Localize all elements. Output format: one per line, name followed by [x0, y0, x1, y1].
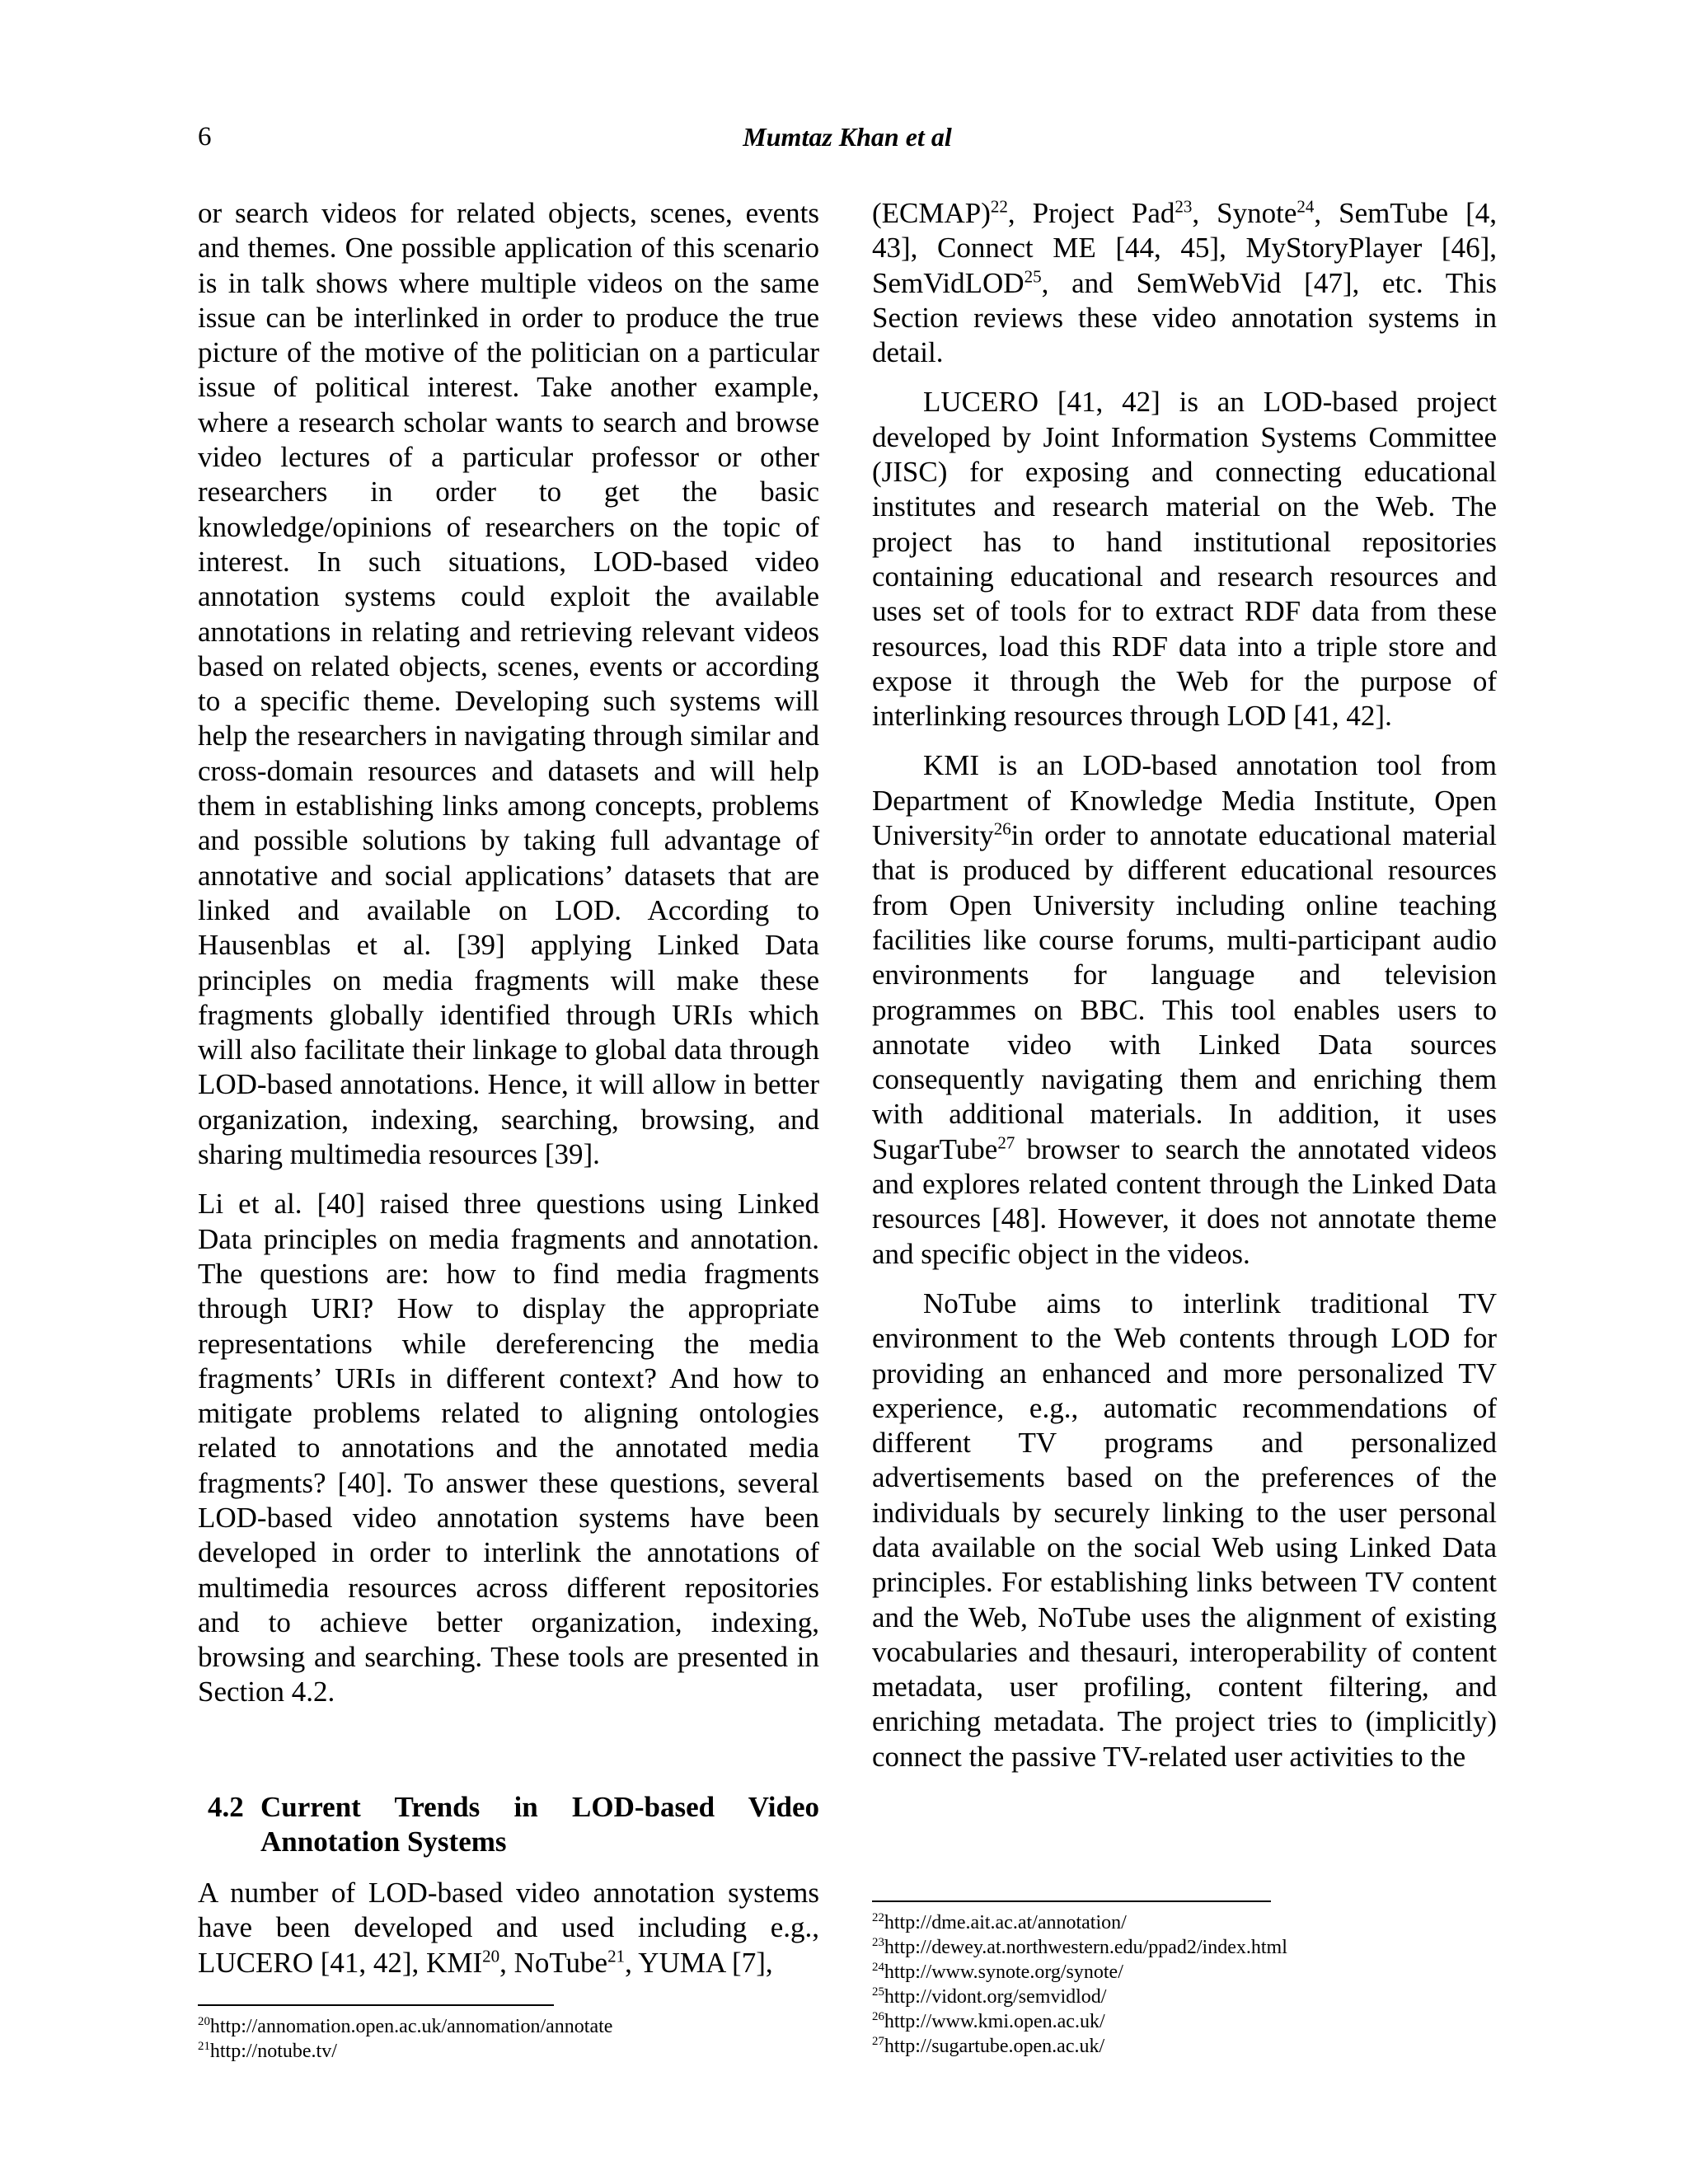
footnote: $^{23}$http://dewey.at.northwestern.edu/ppad2/index.html	[872, 1936, 1287, 1958]
footnote-ref: 22	[990, 196, 1008, 217]
footnote: $^{25}$http://vidont.org/semvidlod/	[872, 1985, 1107, 2008]
footnote-ref: 25	[1024, 265, 1042, 286]
paragraph: KMI is an LOD-based annotation tool from Department of Knowledge Media Institute, Open University$^{26}$in order to annotate educational material that is produced by different educational resources from Open University including online teaching facilities like course forums, multi-participant audio environments for language and television programmes on BBC. This tool enables users to annotate video with Linked Data sources consequently navigating them and enriching them with additional materials. In addition, it uses SugarTube$^{27}$ browser to search the annotated videos and explores related content through the Linked Data resources [48]. However, it does not annotate theme and specific object in the videos.	[872, 749, 1497, 1270]
right-column	[872, 196, 1497, 1774]
footnote-link[interactable]: http://sugartube.open.ac.uk/	[884, 2036, 1105, 2057]
footnote: $^{20}$http://annomation.open.ac.uk/annomation/annotate	[198, 2015, 613, 2037]
footnotes-left	[198, 2014, 819, 2064]
paragraph: LUCERO [41, 42] is an LOD-based project developed by Joint Information Systems Committee (JISC) for exposing and connecting educational institutes and research material on the Web. The project has to hand institutional repositories containing educational and research resources and uses set of tools for to extract RDF data from these resources, load this RDF data into a triple store and expose it through the Web for the purpose of interlinking resources through LOD [41, 42].	[872, 386, 1497, 733]
footnote: $^{26}$http://www.kmi.open.ac.uk/	[872, 2010, 1105, 2032]
footnote-link[interactable]: http://dewey.at.northwestern.edu/ppad2/index.html	[884, 1937, 1287, 1958]
footnote-ref: 24	[1296, 196, 1315, 217]
paragraph: NoTube aims to interlink traditional TV environment to the Web contents through LOD for providing an enhanced and more personalized TV experience, e.g., automatic recommendations of different TV programs and personalized advertisements based on the preferences of the individuals by securely linking to the user personal data available on the social Web using Linked Data principles. For establishing links between TV content and the Web, NoTube uses the alignment of existing vocabularies and thesauri, interoperability of content metadata, user profiling, content filtering, and enriching metadata. The project tries to (implicitly) connect the passive TV-related user activities to the	[872, 1286, 1497, 1773]
left-column	[198, 196, 819, 1710]
footnote: $^{21}$http://notube.tv/	[198, 2040, 337, 2062]
footnote-ref: 21	[607, 1945, 626, 1966]
paragraph: Li et al. [40] raised three questions using Linked Data principles on media fragments and annotation. The questions are: how to find media fragments through URI? How to display the appropriate representations while dereferencing the media fragments’ URIs in different context? And how to mitigate problems related to aligning ontologies related to annotations and the annotated media fragments? [40]. To answer these questions, several LOD-based video annotation systems have been developed in order to interlink the annotations of multimedia resources across different repositories and to achieve better organization, indexing, browsing and searching. These tools are presented in Section 4.2.	[198, 1188, 819, 1708]
footnote-ref: 26	[993, 818, 1011, 839]
footnote-ref: 23	[1175, 196, 1193, 217]
section-heading	[198, 1790, 819, 1859]
paragraph: or search videos for related objects, scenes, events and themes. One possible application of this scenario is in talk shows where multiple videos on the same issue can be interlinked in order to produce the true picture of the motive of the politician on a particular issue of political interest. Take another example, where a research scholar wants to search and browse video lectures of a particular professor or other researchers in order to get the basic knowledge/opinions of researchers on the topic of interest. In such situations, LOD-based video annotation systems could exploit the available annotations in relating and retrieving relevant videos based on related objects, scenes, events or according to a specific theme. Developing such systems will help the researchers in navigating through similar and cross-domain resources and datasets and will help them in establishing links among concepts, problems and possible solutions by taking full advantage of annotative and social applications’ datasets that are linked and available on LOD. According to Hausenblas et al. [39] applying Linked Data principles on media fragments will make these fragments globally identified through URIs which will also facilitate their linkage to global data through LOD-based annotations. Hence, it will allow in better organization, indexing, searching, browsing, and sharing multimedia resources [39].	[198, 197, 819, 1171]
paragraph: A number of LOD-based video annotation systems have been developed and used including e.g., LUCERO [41, 42], KMI$^{20}$, NoTube$^{21}$, YUMA [7],	[198, 1877, 819, 1979]
footnote: $^{22}$http://dme.ait.ac.at/annotation/	[872, 1911, 1127, 1933]
footnote-ref: 27	[997, 1132, 1015, 1153]
paragraph: (ECMAP)$^{22}$, Project Pad$^{23}$, Synote$^{24}$, SemTube [4, 43], Connect ME [44, 45], MyStoryPlayer [46], SemVidLOD$^{25}$, and SemWebVid [47], etc. This Section reviews these video annotation systems in detail.	[872, 196, 1497, 369]
footnote: $^{24}$http://www.synote.org/synote/	[872, 1961, 1123, 1983]
left-column-lower	[198, 1876, 819, 1980]
footnote: $^{27}$http://sugartube.open.ac.uk/	[872, 2035, 1105, 2057]
footnotes-right	[872, 1910, 1497, 2059]
footnote-ref: 20	[482, 1945, 500, 1966]
footnote-link[interactable]: http://www.synote.org/synote/	[884, 1961, 1123, 1983]
footnote-link[interactable]: http://notube.tv/	[209, 2041, 337, 2062]
footnote-link[interactable]: http://dme.ait.ac.at/annotation/	[884, 1912, 1127, 1933]
page-header	[198, 122, 1497, 158]
page-number: 6	[198, 122, 212, 152]
running-head: Mumtaz Khan et al	[743, 122, 952, 152]
section-title	[198, 1790, 819, 1859]
section-title-line: Annotation Systems	[260, 1825, 507, 1858]
section-title-line: Current Trends in LOD-based Video	[260, 1791, 819, 1823]
footnote-rule	[872, 1900, 1271, 1902]
footnote-link[interactable]: http://www.kmi.open.ac.uk/	[884, 2011, 1105, 2032]
footnote-link[interactable]: http://vidont.org/semvidlod/	[884, 1986, 1107, 2008]
footnote-rule	[198, 2004, 554, 2006]
section-number: 4.2	[208, 1791, 244, 1823]
footnote-link[interactable]: http://annomation.open.ac.uk/annomation/annotate	[209, 2016, 613, 2037]
